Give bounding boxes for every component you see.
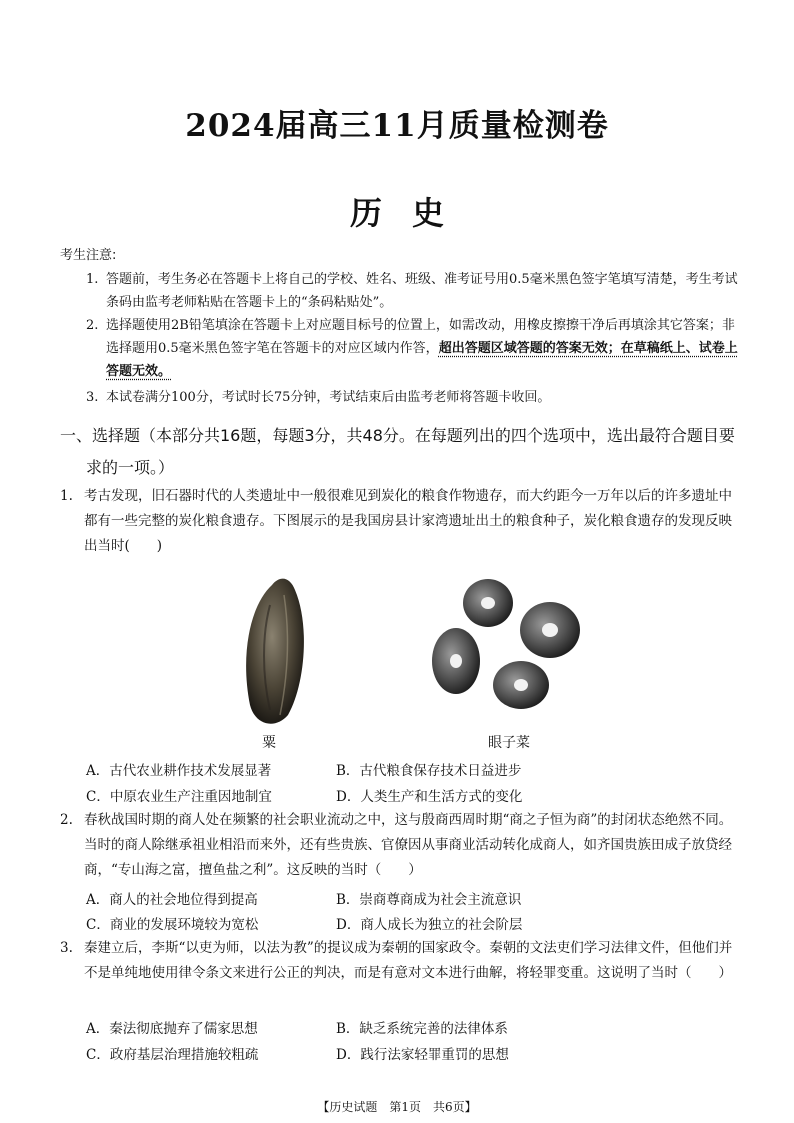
- notice-item-text: 答题前，考生务必在答题卡上将自己的学校、姓名、班级、准考证号用0.5毫米黑色签字笔填写清楚，考生考试条码由监考老师粘贴在答题卡上的“条码粘贴处”。: [106, 272, 738, 310]
- section-heading-line2: 求的一项。）: [86, 458, 175, 477]
- figure-caption-right: 眼子菜: [488, 735, 530, 751]
- option-a[interactable]: A．商人的社会地位得到提高: [86, 892, 258, 908]
- notice-item: [86, 386, 746, 409]
- question-text: 春秋战国时期的商人处在频繁的社会职业流动之中，这与殷商西周时期“商之子恒为商”的封闭状态绝然不同。当时的商人除继承祖业相沿而来外，还有些贵族、官僚因从事商业活动转化成商人，如齐国贵族田成子放贷经商，“专山海之富，擅鱼盐之利”。这反映的当时（ ）: [84, 812, 733, 878]
- notice-item: [86, 268, 746, 314]
- question-number: 2.: [60, 812, 73, 828]
- option-d[interactable]: D．商人成长为独立的社会阶层: [336, 917, 523, 933]
- notice-item: [86, 314, 746, 383]
- figure-caption-left: 粟: [262, 735, 276, 751]
- option-a[interactable]: A．古代农业耕作技术发展显著: [86, 763, 272, 779]
- question-number: 1.: [60, 488, 73, 504]
- seed-photo: [200, 565, 620, 745]
- seed-figure: [200, 565, 620, 745]
- notice-item-emphasis: 超出答题区域答题的答案无效；在草稿纸上、试卷上答题无效。: [106, 341, 738, 379]
- question-number: 3.: [60, 940, 73, 956]
- question-text: 考古发现，旧石器时代的人类遗址中一般很难见到炭化的粮食作物遗存，而大约距今一万年以后的许多遗址中都有一些完整的炭化粮食遗存。下图展示的是我国房县计家湾遗址出土的粮食种子，炭化粮食遗存的发现反映出当时( ): [84, 488, 732, 554]
- option-d[interactable]: D．践行法家轻罪重罚的思想: [336, 1047, 509, 1063]
- option-c[interactable]: C．中原农业生产注重因地制宜: [86, 789, 272, 805]
- question-text: 秦建立后，李斯“以吏为师，以法为教”的提议成为秦朝的国家政令。秦朝的文法吏们学习法律文件，但他们并不是单纯地使用律令条文来进行公正的判决，而是有意对文本进行曲解，将轻罪变重。这说明了当时（ ）: [84, 940, 733, 981]
- notice-item-number: 1.: [86, 272, 99, 287]
- subject-title: 历史: [349, 194, 474, 232]
- option-d[interactable]: D．人类生产和生活方式的变化: [336, 789, 523, 805]
- option-b[interactable]: B．缺乏系统完善的法律体系: [336, 1021, 508, 1037]
- option-a[interactable]: A．秦法彻底抛弃了儒家思想: [86, 1021, 258, 1037]
- notice-item-text: 选择题使用2B铅笔填涂在答题卡上对应题目标号的位置上，如需改动，用橡皮擦擦干净后再填涂其它答案；非选择题用0.5毫米黑色签字笔在答题卡的对应区域内作答，: [106, 318, 735, 356]
- page-footer: 【历史试题 第1页 共6页】: [317, 1100, 477, 1114]
- notice-heading: 考生注意:: [60, 248, 117, 263]
- notice-item-text: 本试卷满分100分，考试时长75分钟，考试结束后由监考老师将答题卡收回。: [106, 390, 551, 405]
- notice-item-number: 3.: [86, 390, 99, 405]
- option-b[interactable]: B．古代粮食保存技术日益进步: [336, 763, 522, 779]
- pondweed-seeds-image: [432, 579, 580, 709]
- question-1: [60, 484, 740, 559]
- option-c[interactable]: C．政府基层治理措施较粗疏: [86, 1047, 259, 1063]
- section-heading-line1: 一、选择题（本部分共16题，每题3分，共48分。在每题列出的四个选项中，选出最符合题目要: [60, 426, 735, 445]
- notice-item-number: 2.: [86, 318, 99, 333]
- millet-grain-image: [246, 579, 304, 724]
- question-3: [60, 936, 740, 986]
- option-b[interactable]: B．崇商尊商成为社会主流意识: [336, 892, 522, 908]
- option-c[interactable]: C．商业的发展环境较为宽松: [86, 917, 259, 933]
- exam-title: 2024届高三11月质量检测卷: [185, 108, 609, 144]
- question-2: [60, 808, 740, 883]
- section-heading: [60, 420, 750, 484]
